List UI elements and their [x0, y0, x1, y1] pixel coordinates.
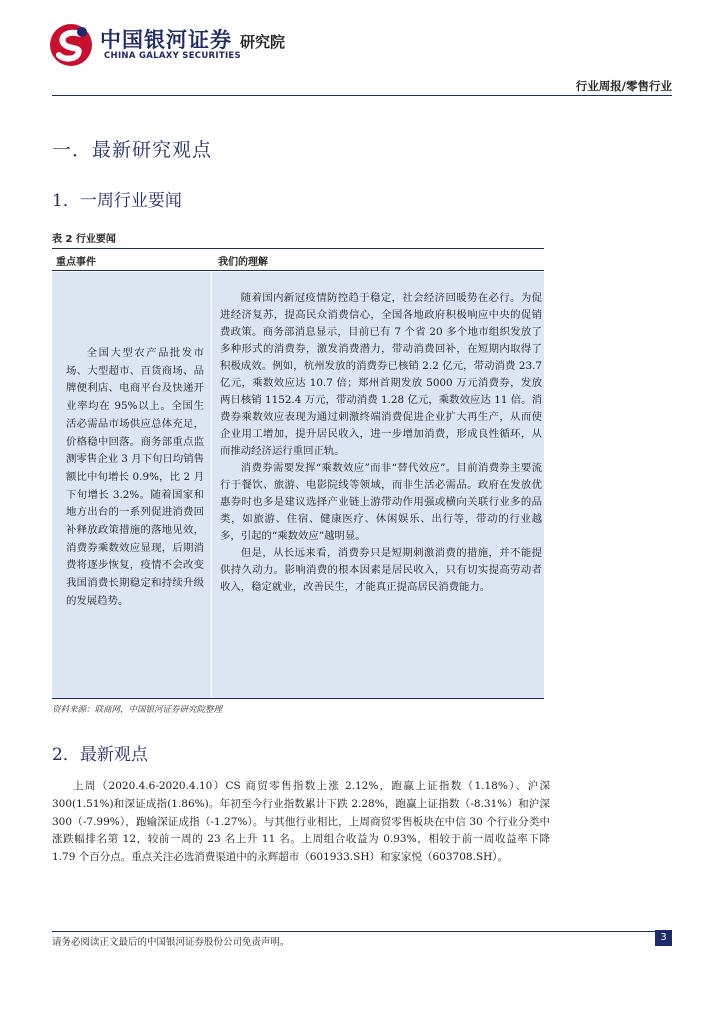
table-header-events: 重点事件: [56, 257, 96, 268]
table-header-rule: [52, 270, 544, 271]
brand-name-en: CHINA GALAXY SECURITIES: [104, 51, 241, 61]
disclaimer-note: 请务必阅读正文最后的中国银河证券股份公司免责声明。: [52, 937, 290, 948]
subsection-title-views: 2．最新观点: [52, 745, 148, 765]
table-header-understanding: 我们的理解: [218, 257, 268, 268]
views-paragraph: 上周（2020.4.6-2020.4.10）CS 商贸零售指数上涨 2.12%，跑赢上证指数（1.18%）、沪深 300(1.51%)和深证成指(1.86%)。年初至今行业指数累计下跌 2.28%，跑赢上证指数（-8.31%）和沪深 300（-7.99%），跑输深证成指（-1.27%）。与其他行业相比，上周商贸零售板块在中信 30 个行业分类中涨跌幅排名第 12，较前一周的 23 名上升 11 名。上周组合收益为 0.93%，相较于前一周收益率下降 1.79 个百分点。重点关注必选消费渠道中的永辉超市（601933.SH）和家家悦（603708.SH）。: [52, 780, 550, 864]
table-caption: 表 2 行业要闻: [52, 234, 116, 245]
understanding-paragraph: 随着国内新冠疫情防控趋于稳定，社会经济回暖势在必行。为促进经济复苏，提高民众消费信心，全国各地政府积极响应中央的促销费政策。商务部消息显示，目前已有 7 个省 20 多个地市组织发放了多种形式的消费券，激发消费潜力，带动消费回补，在短期内取得了积极成效。例如，杭州发放的消费券已核销 2.2 亿元，带动消费 23.7 亿元，乘数效应达 10.7 倍；郑州首期发放 5000 万元消费券，发放两日核销 1152.4 万元，带动消费 1.28 亿元，乘数效应达 11 倍。消费券乘数效应表现为通过刺激终端消费促进企业扩大再生产，从而使企业用工增加，提升居民收入，进一步增加消费，形成良性循环，从而推动经济运行重回正轨。: [220, 292, 542, 457]
table-cell-event: [66, 345, 204, 611]
section-title: 一．最新研究观点: [52, 139, 213, 161]
report-type: 行业周报/零售行业: [575, 79, 672, 93]
footer-rule: [52, 931, 672, 932]
understanding-paragraph: 消费券需要发挥“乘数效应”而非“替代效应”。目前消费券主要流行于餐饮、旅游、电影院线等领域，而非生活必需品。政府在发放优惠券时也多是建议选择产业链上游带动作用强或横向关联行业多的品类，如旅游、住宿、健康医疗、休闲娱乐、出行等，带动的行业越多，引起的“乘数效应”越明显。: [220, 462, 542, 542]
header-rule: [52, 95, 672, 96]
table-column-divider: [211, 272, 212, 698]
institute-label: 研究院: [240, 33, 286, 51]
understanding-paragraph: 但是，从长远来看，消费券只是短期刺激消费的措施，并不能提供持久动力。影响消费的根本因素是居民收入，只有切实提高劳动者收入，稳定就业，改善民生，才能真正提高居民消费能力。: [220, 547, 542, 593]
table-top-rule: [52, 248, 544, 249]
table-cell-understanding: [220, 290, 542, 596]
table-source: 资料来源：联商网，中国银河证券研究院整理: [52, 705, 223, 715]
subsection-title-news: 1．一周行业要闻: [52, 191, 182, 211]
table-bottom-rule: [52, 698, 544, 699]
galaxy-logo-icon: [48, 22, 94, 68]
event-text: 全国大型农产品批发市场、大型超市、百货商场、品牌便利店、电商平台及快递开业率均在 95%以上。全国生活必需品市场供应总体充足，价格稳中回落。商务部重点监测零售企业 3 月下旬日均销售额比中旬增长 0.9%，比 2 月下旬增长 3.2%。随着国家和地方出台的一系列促进消费回补释放政策措施的落地见效，消费券乘数效应显现，后期消费将逐步恢复，疫情不会改变我国消费长期稳定和持续升级的发展趋势。: [66, 347, 204, 607]
views-body: [52, 778, 550, 867]
page-number: 3: [655, 930, 672, 946]
brand-name-cn: 中国银河证券: [100, 28, 232, 52]
